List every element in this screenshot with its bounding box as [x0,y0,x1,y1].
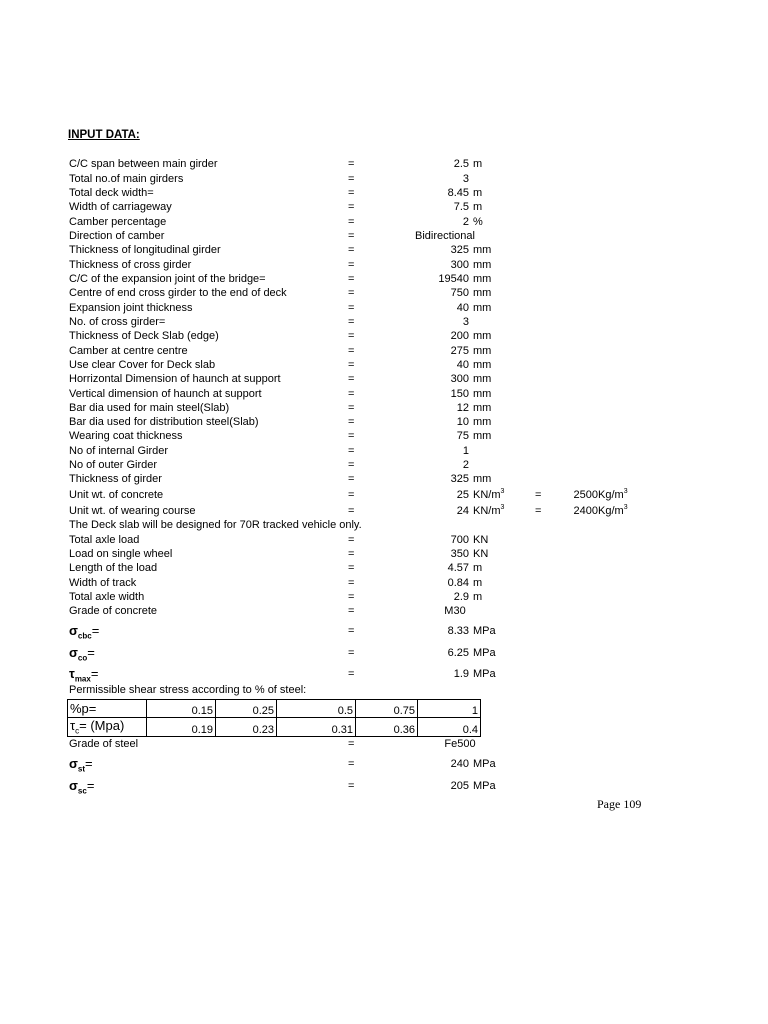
data-row: Grade of concrete = M30 [69,605,466,617]
data-row: No of internal Girder = 1 [69,445,469,457]
table-cell: 0.36 [356,718,418,737]
table-row [68,718,481,737]
data-row: Length of the load = 4.57 m [69,562,483,574]
table-cell: 0.23 [216,718,277,737]
table-row [68,700,481,718]
table-cell: 0.15 [147,700,216,718]
unit-wt-concrete-row: Unit wt. of concrete = 25 $KN/m^3$ = 2500 $Kg/m^3$ [69,488,628,501]
shear-stress-table [67,699,481,737]
table-cell: 1 [418,700,481,718]
data-row: Vertical dimension of haunch at support = 150 mm [69,388,492,400]
table-cell: 0.4 [418,718,481,737]
stress-row-st: $\sigma_{st}=$ = 240 MPa [69,756,496,774]
table-cell: 0.25 [216,700,277,718]
data-row: Bar dia used for distribution steel(Slab) = 10 mm [69,416,492,428]
data-row: Total axle load = 700 KN [69,534,489,546]
data-row: Bar dia used for main steel(Slab) = 12 mm [69,402,492,414]
table-cell: $\tau_c= (Mpa)$ [68,718,147,737]
data-row: Width of carriageway = 7.5 m [69,201,483,213]
data-row: Thickness of girder = 325 mm [69,473,492,485]
data-row: Use clear Cover for Deck slab = 40 mm [69,359,492,371]
table-cell: 0.19 [147,718,216,737]
data-row: Thickness of cross girder = 300 mm [69,259,492,271]
data-row: Load on single wheel = 350 KN [69,548,489,560]
data-row: Thickness of Deck Slab (edge) = 200 mm [69,330,492,342]
unit-wt-wearing-row: Unit wt. of wearing course = 24 $KN/m^3$ = 2400 $Kg/m^3$ [69,504,628,517]
grade-steel-row: Grade of steel = Fe500 [69,738,476,750]
stress-row-sc: $\sigma_{sc}=$ = 205 MPa [69,778,496,796]
table-cell: 0.31 [277,718,356,737]
data-row: No. of cross girder= = 3 [69,316,469,328]
data-row: Direction of camber = Bidirectional [69,230,475,242]
data-row: Horrizontal Dimension of haunch at support = 300 mm [69,373,492,385]
data-row: Camber percentage = 2 % [69,216,483,228]
data-row: Camber at centre centre = 275 mm [69,345,492,357]
page-number: Page 109 [597,797,642,811]
table-cell: 0.75 [356,700,418,718]
stress-row-max: $\tau_{max}=$ = 1.9 MPa [69,666,496,684]
vehicle-note: The Deck slab will be designed for 70R tracked vehicle only. [69,519,362,531]
data-row: Total deck width= = 8.45 m [69,187,483,199]
table-cell: %p= [68,700,147,718]
data-row: Width of track = 0.84 m [69,577,483,589]
data-row: Wearing coat thickness = 75 mm [69,430,492,442]
data-row: Centre of end cross girder to the end of deck = 750 mm [69,287,492,299]
data-row: Expansion joint thickness = 40 mm [69,302,492,314]
stress-row-cbc: $\sigma_{cbc}=$ = 8.33 MPa [69,623,496,641]
table-cell: 0.5 [277,700,356,718]
data-row: No of outer Girder = 2 [69,459,469,471]
data-row: Total axle width = 2.9 m [69,591,483,603]
data-row: C/C of the expansion joint of the bridge= = 19540 mm [69,273,492,285]
section-heading: INPUT DATA: [68,129,140,141]
data-row: Total no.of main girders = 3 [69,173,469,185]
stress-row-co: $\sigma_{co}=$ = 6.25 MPa [69,645,496,663]
shear-note: Permissible shear stress according to % of steel: [69,684,307,696]
data-row: C/C span between main girder = 2.5 m [69,158,483,170]
data-row: Thickness of longitudinal girder = 325 mm [69,244,492,256]
